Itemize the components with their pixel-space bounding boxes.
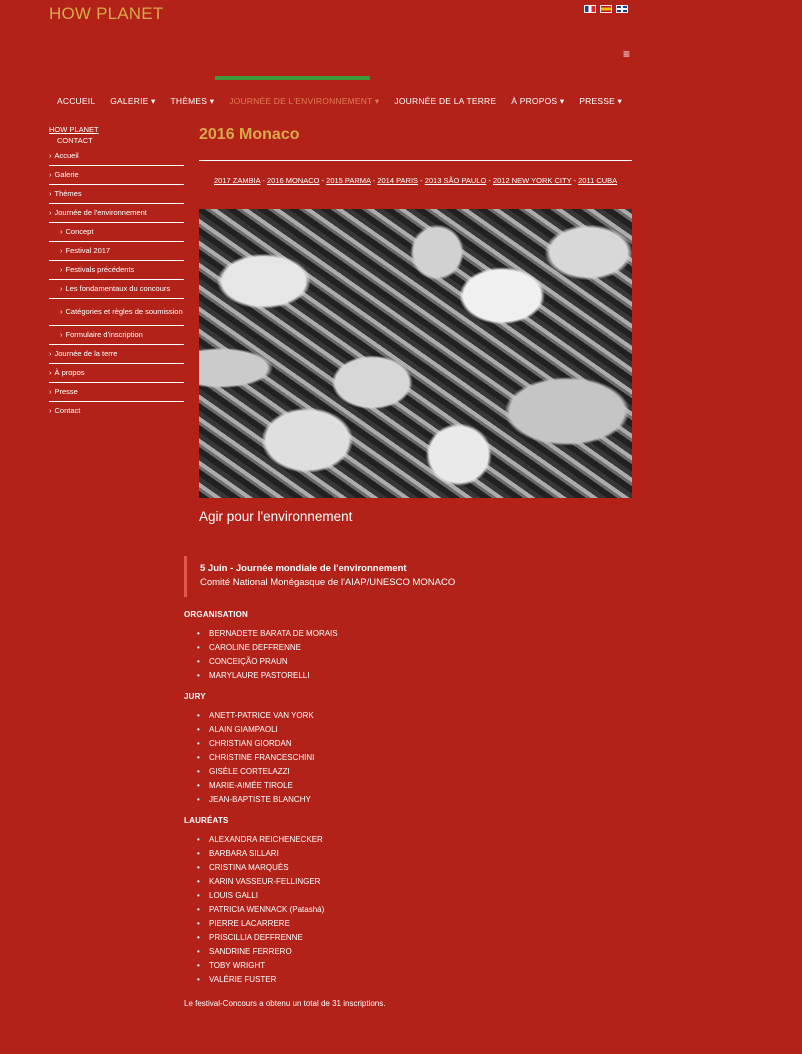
chevron-right-icon: › <box>49 189 52 198</box>
link-separator: - <box>486 176 493 185</box>
list-item: • CONCEIÇÃO PRAUN <box>197 655 338 669</box>
nav-accueil[interactable]: ACCUEIL <box>57 96 96 106</box>
nav-galerie[interactable]: GALERIE ▾ <box>110 96 156 106</box>
laureats-list <box>197 833 338 987</box>
sidebar-item-categories[interactable] <box>49 299 184 326</box>
sidebar-item-label: Concept <box>65 227 94 236</box>
list-item: • CAROLINE DEFFRENNE <box>197 641 338 655</box>
chevron-right-icon: › <box>60 227 63 236</box>
chevron-right-icon: › <box>49 368 52 377</box>
sidebar-home-link[interactable]: HOW PLANET <box>49 125 99 134</box>
chevron-right-icon: › <box>60 307 63 316</box>
sidebar-item-journee-environnement[interactable] <box>49 204 184 223</box>
year-link-2012[interactable]: 2012 NEW YORK CITY <box>492 176 572 185</box>
chevron-right-icon: › <box>49 151 52 160</box>
list-item: • PRISCILLIA DEFFRENNE <box>197 931 338 945</box>
year-link-2016[interactable]: 2016 MONACO <box>266 176 320 185</box>
sidebar-item-label: Les fondamentaux du concours <box>65 284 171 293</box>
flag-en-icon[interactable] <box>616 5 628 13</box>
link-separator: - <box>418 176 425 185</box>
jury-list <box>197 709 338 807</box>
quote-heading: 5 Juin - Journée mondiale de l'environnement <box>200 563 407 574</box>
nav-presse[interactable]: PRESSE ▾ <box>579 96 623 106</box>
top-navigation <box>57 96 637 107</box>
quote-text: Comité National Monégasque de l'AIAP/UNESCO MONACO <box>200 577 456 588</box>
sidebar-item-label: Galerie <box>54 170 79 179</box>
year-links <box>214 176 617 185</box>
site-logo[interactable]: HOW PLANET <box>49 4 164 23</box>
sidebar-item-label: Catégories et règles de soumission <box>65 307 183 316</box>
list-item: • ALEXANDRA REICHENECKER <box>197 833 338 847</box>
list-item: • KARIN VASSEUR-FELLINGER <box>197 875 338 889</box>
list-item: • TOBY WRIGHT <box>197 959 338 973</box>
list-item: • PIERRE LACARRERE <box>197 917 338 931</box>
list-item: • MARIE-AIMÉE TIROLE <box>197 779 338 793</box>
sidebar-item-label: Festival 2017 <box>65 246 111 255</box>
sidebar-item-a-propos[interactable] <box>49 364 184 383</box>
list-item: • PATRICIA WENNACK (Patashá) <box>197 903 338 917</box>
sidebar-item-concept[interactable] <box>49 223 184 242</box>
sidebar-item-festival-2017[interactable] <box>49 242 184 261</box>
sidebar-item-label: Festivals précédents <box>65 265 135 274</box>
hamburger-menu-icon[interactable]: ≡ <box>623 47 631 61</box>
language-switcher <box>584 5 628 13</box>
year-link-2015[interactable]: 2015 PARMA <box>326 176 371 185</box>
hero-image <box>199 209 632 498</box>
flag-es-icon[interactable] <box>600 5 612 13</box>
chevron-right-icon: › <box>60 284 63 293</box>
year-link-2013[interactable]: 2013 SÃO PAULO <box>424 176 487 185</box>
sidebar-item-fondamentaux[interactable] <box>49 280 184 299</box>
sidebar-item-formulaire[interactable] <box>49 326 184 345</box>
title-divider <box>199 160 632 161</box>
sidebar-contact-link[interactable]: CONTACT <box>57 136 93 145</box>
list-item: • CRISTINA MARQUÈS <box>197 861 338 875</box>
list-item: • ALAIN GIAMPAOLI <box>197 723 338 737</box>
sidebar-item-label: Thèmes <box>54 189 82 198</box>
flag-fr-icon[interactable] <box>584 5 596 13</box>
sidebar-item-label: Formulaire d'inscription <box>65 330 143 339</box>
section-heading-organisation: ORGANISATION <box>184 610 249 619</box>
sidebar-item-label: Journée de la terre <box>54 349 118 358</box>
list-item: • MARYLAURE PASTORELLI <box>197 669 338 683</box>
link-separator: - <box>319 176 327 185</box>
sidebar-item-label: À propos <box>54 368 85 377</box>
sidebar-item-label: Contact <box>54 406 81 415</box>
list-item: • CHRISTIAN GIORDAN <box>197 737 338 751</box>
sidebar-item-label: Journée de l'environnement <box>54 208 147 217</box>
chevron-right-icon: › <box>49 387 52 396</box>
sidebar-item-themes[interactable] <box>49 185 184 204</box>
section-heading-laureats: LAURÉATS <box>184 816 229 825</box>
sidebar-menu <box>49 125 184 420</box>
year-link-2011[interactable]: 2011 CUBA <box>578 176 618 185</box>
link-separator: - <box>571 176 579 185</box>
list-item: • GISÈLE CORTELAZZI <box>197 765 338 779</box>
list-item: • BERNADETE BARATA DE MORAIS <box>197 627 338 641</box>
sidebar-item-galerie[interactable] <box>49 166 184 185</box>
registration-total-note: Le festival-Concours a obtenu un total de 31 inscriptions. <box>184 999 386 1008</box>
chevron-right-icon: › <box>60 330 63 339</box>
list-item: • LOUIS GALLI <box>197 889 338 903</box>
list-item: • ANETT-PATRICE VAN YORK <box>197 709 338 723</box>
section-heading-jury: JURY <box>184 692 206 701</box>
sidebar-item-presse[interactable] <box>49 383 184 402</box>
nav-journee-terre[interactable]: JOURNÉE DE LA TERRE <box>394 96 497 106</box>
link-separator: - <box>370 176 378 185</box>
chevron-right-icon: › <box>60 265 63 274</box>
nav-journee-environnement[interactable]: JOURNÉE DE L'ENVIRONNEMENT ▾ <box>229 96 380 106</box>
year-link-2014[interactable]: 2014 PARIS <box>377 176 419 185</box>
chevron-right-icon: › <box>49 170 52 179</box>
sidebar-item-festivals-precedents[interactable] <box>49 261 184 280</box>
list-item: • CHRISTINE FRANCESCHINI <box>197 751 338 765</box>
active-nav-indicator <box>215 76 370 80</box>
page-subtitle: Agir pour l'environnement <box>199 509 353 524</box>
sidebar-item-accueil[interactable] <box>49 147 184 166</box>
sidebar-item-label: Accueil <box>54 151 79 160</box>
chevron-right-icon: › <box>49 349 52 358</box>
link-separator: - <box>260 176 267 185</box>
nav-themes[interactable]: THÈMES ▾ <box>170 96 215 106</box>
chevron-right-icon: › <box>49 406 52 415</box>
sidebar-item-label: Presse <box>54 387 78 396</box>
list-item: • JEAN-BAPTISTE BLANCHY <box>197 793 338 807</box>
year-link-2017[interactable]: 2017 ZAMBIA <box>214 176 261 185</box>
chevron-right-icon: › <box>60 246 63 255</box>
list-item: • VALÉRIE FUSTER <box>197 973 338 987</box>
organisation-list <box>197 627 338 683</box>
list-item: • BARBARA SILLARI <box>197 847 338 861</box>
list-item: • SANDRINE FERRERO <box>197 945 338 959</box>
people-lists <box>184 610 338 996</box>
event-quote <box>184 556 455 597</box>
chevron-right-icon: › <box>49 208 52 217</box>
sidebar-item-journee-terre[interactable] <box>49 345 184 364</box>
sidebar-item-contact[interactable] <box>49 402 184 420</box>
nav-a-propos[interactable]: À PROPOS ▾ <box>511 96 565 106</box>
page-title: 2016 Monaco <box>199 126 300 143</box>
